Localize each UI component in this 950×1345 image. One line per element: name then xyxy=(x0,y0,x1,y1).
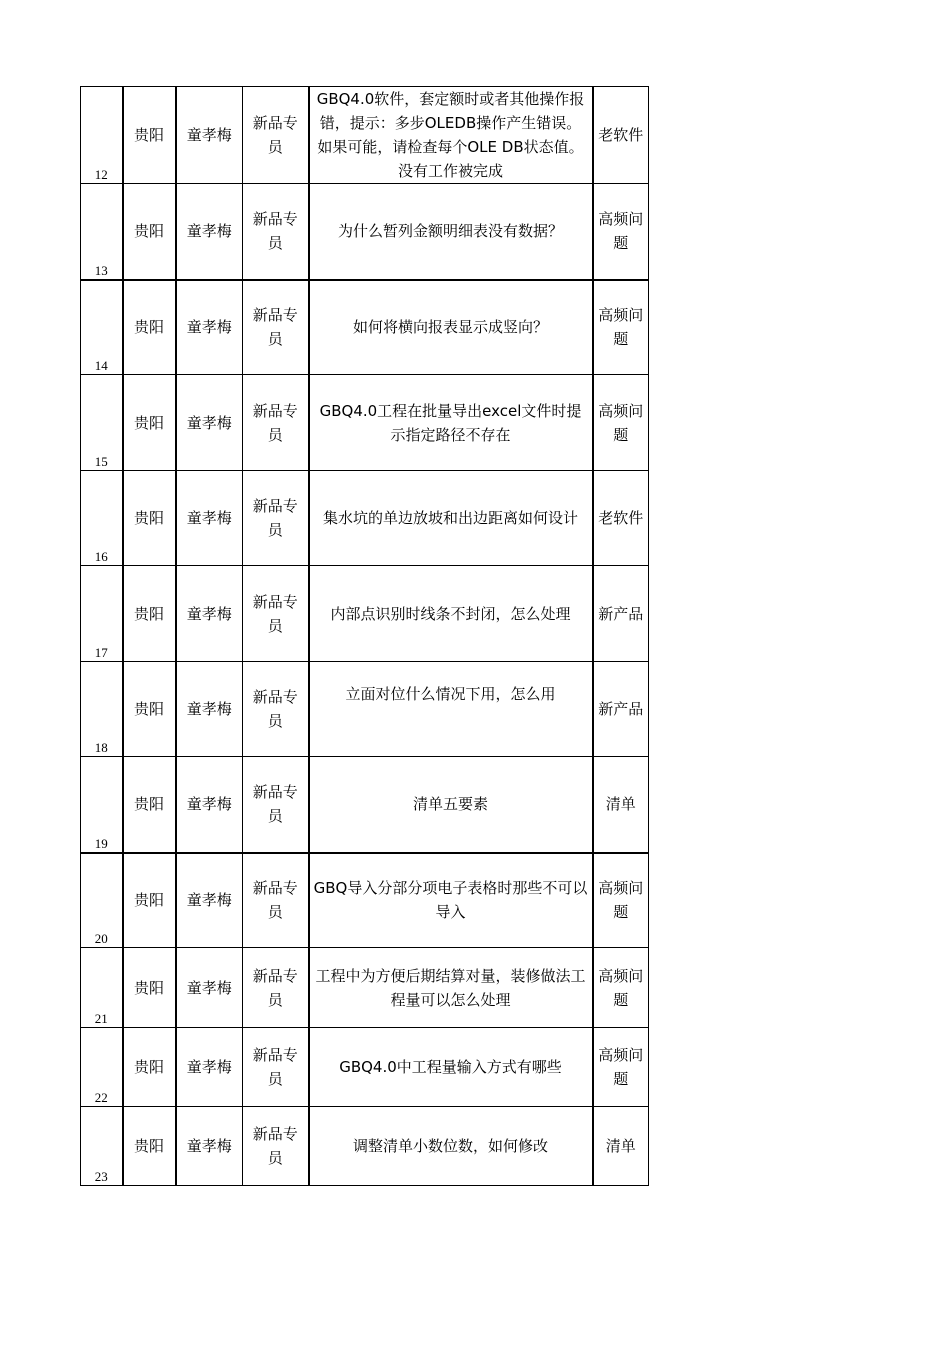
table-row xyxy=(81,87,649,184)
table-row xyxy=(81,471,649,566)
table-row xyxy=(81,566,649,662)
role-cell: 新品专员 xyxy=(243,1107,309,1186)
row-number: 12 xyxy=(81,87,123,184)
city-cell: 贵阳 xyxy=(123,471,176,566)
city-cell: 贵阳 xyxy=(123,662,176,757)
table-row xyxy=(81,1028,649,1107)
row-number: 14 xyxy=(81,280,123,375)
category-cell: 新产品 xyxy=(593,566,649,662)
name-cell: 童孝梅 xyxy=(176,566,243,662)
category-cell: 清单 xyxy=(593,757,649,853)
category-cell: 高频问题 xyxy=(593,280,649,375)
name-cell: 童孝梅 xyxy=(176,1107,243,1186)
table-row xyxy=(81,1107,649,1186)
city-cell: 贵阳 xyxy=(123,566,176,662)
category-cell: 高频问题 xyxy=(593,853,649,948)
role-cell: 新品专员 xyxy=(243,471,309,566)
city-cell: 贵阳 xyxy=(123,87,176,184)
question-cell: 集水坑的单边放坡和出边距离如何设计 xyxy=(309,471,593,566)
role-cell: 新品专员 xyxy=(243,853,309,948)
qa-table xyxy=(80,86,649,1186)
question-cell: 清单五要素 xyxy=(309,757,593,853)
name-cell: 童孝梅 xyxy=(176,948,243,1028)
table-row xyxy=(81,757,649,853)
city-cell: 贵阳 xyxy=(123,184,176,280)
city-cell: 贵阳 xyxy=(123,757,176,853)
table-row xyxy=(81,184,649,280)
category-cell: 老软件 xyxy=(593,471,649,566)
category-cell: 清单 xyxy=(593,1107,649,1186)
row-number: 19 xyxy=(81,757,123,853)
role-cell: 新品专员 xyxy=(243,757,309,853)
question-cell: GBQ4.0中工程量输入方式有哪些 xyxy=(309,1028,593,1107)
role-cell: 新品专员 xyxy=(243,87,309,184)
role-cell: 新品专员 xyxy=(243,948,309,1028)
city-cell: 贵阳 xyxy=(123,853,176,948)
row-number: 22 xyxy=(81,1028,123,1107)
city-cell: 贵阳 xyxy=(123,375,176,471)
question-cell: GBQ4.0工程在批量导出excel文件时提示指定路径不存在 xyxy=(309,375,593,471)
city-cell: 贵阳 xyxy=(123,1028,176,1107)
name-cell: 童孝梅 xyxy=(176,853,243,948)
role-cell: 新品专员 xyxy=(243,184,309,280)
name-cell: 童孝梅 xyxy=(176,757,243,853)
table-row xyxy=(81,662,649,757)
category-cell: 高频问题 xyxy=(593,184,649,280)
question-cell: 调整清单小数位数，如何修改 xyxy=(309,1107,593,1186)
role-cell: 新品专员 xyxy=(243,1028,309,1107)
question-cell: 内部点识别时线条不封闭，怎么处理 xyxy=(309,566,593,662)
question-cell: GBQ导入分部分项电子表格时那些不可以导入 xyxy=(309,853,593,948)
role-cell: 新品专员 xyxy=(243,280,309,375)
question-cell: 如何将横向报表显示成竖向？ xyxy=(309,280,593,375)
table-row xyxy=(81,853,649,948)
name-cell: 童孝梅 xyxy=(176,662,243,757)
row-number: 23 xyxy=(81,1107,123,1186)
name-cell: 童孝梅 xyxy=(176,471,243,566)
question-cell: GBQ4.0软件，套定额时或者其他操作报错，提示：多步OLEDB操作产生错误。如果可能，请检查每个OLE DB状态值。没有工作被完成 xyxy=(309,87,593,184)
row-number: 18 xyxy=(81,662,123,757)
question-cell: 立面对位什么情况下用，怎么用 xyxy=(309,662,593,757)
name-cell: 童孝梅 xyxy=(176,87,243,184)
name-cell: 童孝梅 xyxy=(176,375,243,471)
table-row xyxy=(81,280,649,375)
row-number: 21 xyxy=(81,948,123,1028)
row-number: 16 xyxy=(81,471,123,566)
category-cell: 高频问题 xyxy=(593,1028,649,1107)
question-cell: 为什么暂列金额明细表没有数据？ xyxy=(309,184,593,280)
city-cell: 贵阳 xyxy=(123,1107,176,1186)
row-number: 20 xyxy=(81,853,123,948)
row-number: 13 xyxy=(81,184,123,280)
category-cell: 高频问题 xyxy=(593,375,649,471)
role-cell: 新品专员 xyxy=(243,375,309,471)
name-cell: 童孝梅 xyxy=(176,1028,243,1107)
table-row xyxy=(81,948,649,1028)
name-cell: 童孝梅 xyxy=(176,280,243,375)
city-cell: 贵阳 xyxy=(123,948,176,1028)
table-row xyxy=(81,375,649,471)
role-cell: 新品专员 xyxy=(243,662,309,757)
row-number: 15 xyxy=(81,375,123,471)
category-cell: 高频问题 xyxy=(593,948,649,1028)
name-cell: 童孝梅 xyxy=(176,184,243,280)
role-cell: 新品专员 xyxy=(243,566,309,662)
row-number: 17 xyxy=(81,566,123,662)
category-cell: 老软件 xyxy=(593,87,649,184)
question-cell: 工程中为方便后期结算对量，装修做法工程量可以怎么处理 xyxy=(309,948,593,1028)
city-cell: 贵阳 xyxy=(123,280,176,375)
category-cell: 新产品 xyxy=(593,662,649,757)
